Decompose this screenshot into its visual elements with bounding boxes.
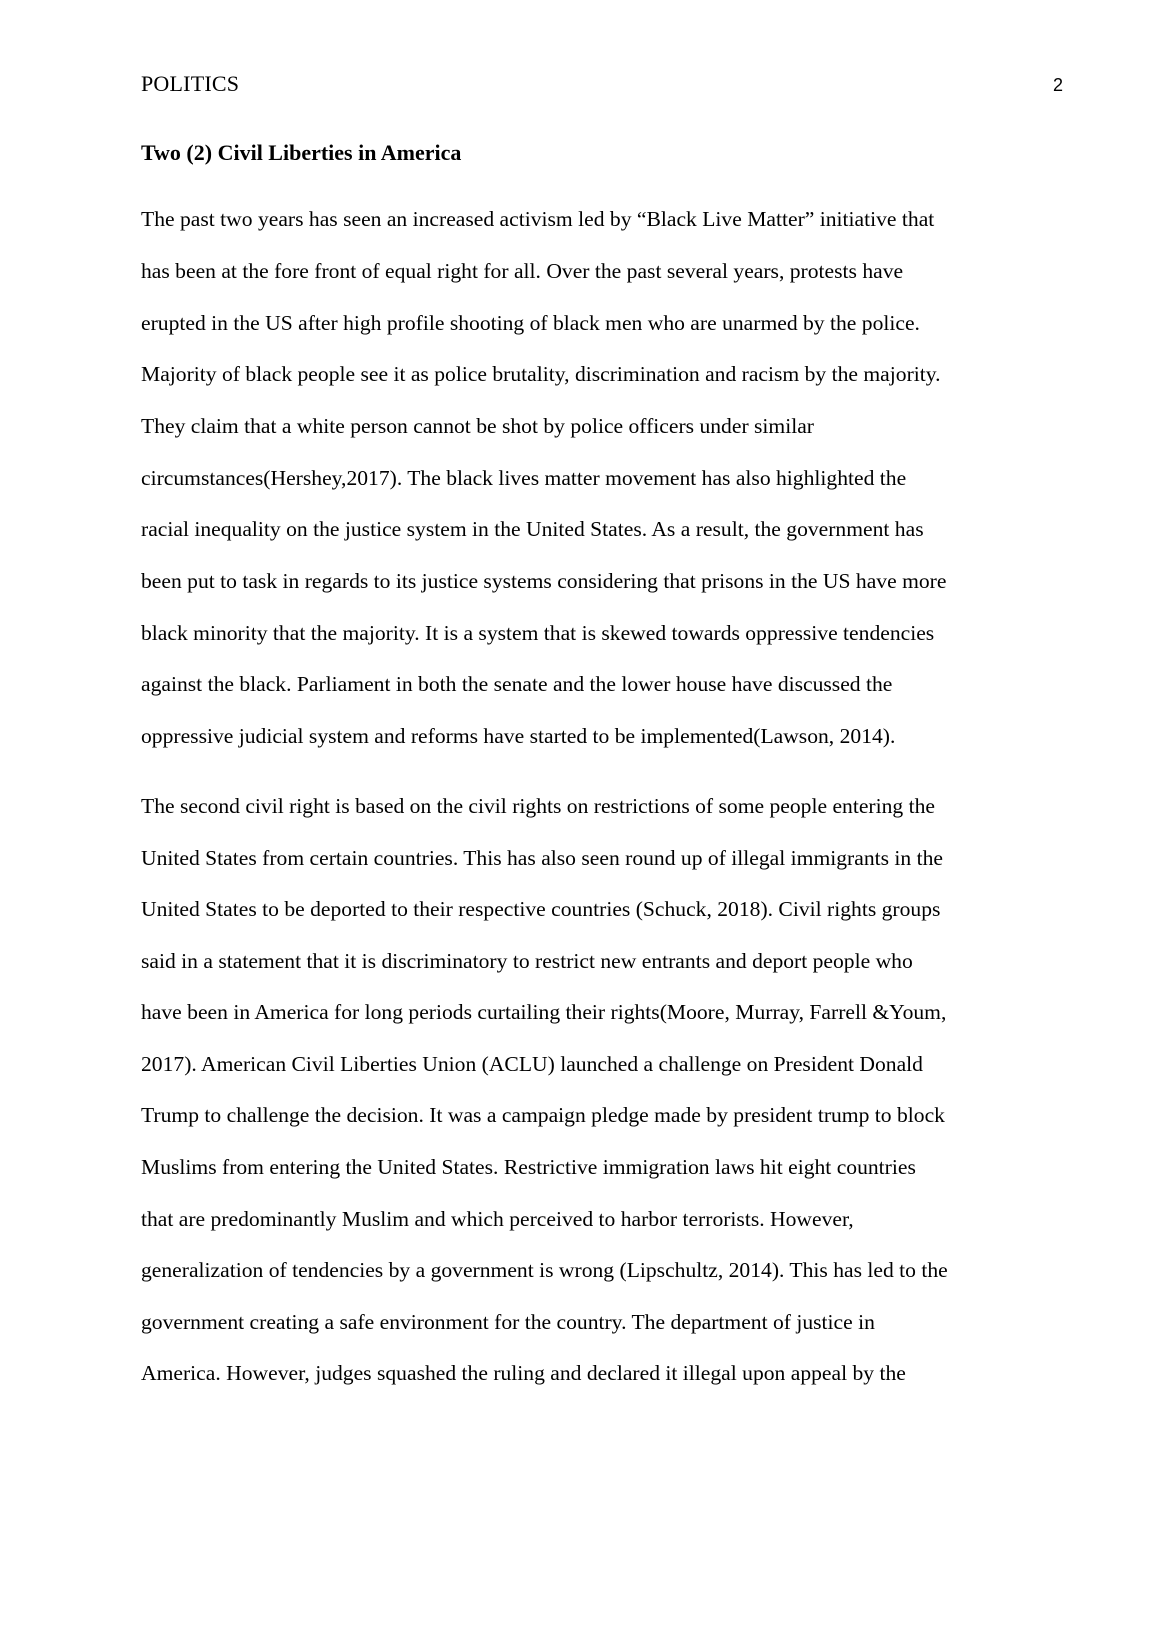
- paragraph-line: against the black. Parliament in both the senate and the lower house have discussed the: [141, 672, 893, 696]
- paragraph-line: generalization of tendencies by a government is wrong (Lipschultz, 2014). This has led to the: [141, 1258, 948, 1282]
- paragraph-line: circumstances(Hershey,2017). The black lives matter movement has also highlighted the: [141, 466, 907, 490]
- paragraph-line: Trump to challenge the decision. It was a campaign pledge made by president trump to block: [141, 1103, 945, 1127]
- paragraph-line: oppressive judicial system and reforms have started to be implemented(Lawson, 2014).: [141, 724, 896, 748]
- paragraph-line: Majority of black people see it as police brutality, discrimination and racism by the majority.: [141, 362, 941, 386]
- paragraph-line: United States to be deported to their respective countries (Schuck, 2018). Civil rights groups: [141, 897, 941, 921]
- paragraph-line: America. However, judges squashed the ruling and declared it illegal upon appeal by the: [141, 1361, 906, 1385]
- running-head: POLITICS: [141, 71, 240, 96]
- paragraph-line: erupted in the US after high profile shooting of black men who are unarmed by the police.: [141, 311, 920, 335]
- page-number: 2: [1052, 75, 1063, 95]
- section-heading: Two (2) Civil Liberties in America: [141, 140, 462, 165]
- paragraph-line: has been at the fore front of equal right for all. Over the past several years, protests have: [141, 259, 904, 283]
- paragraph-line: They claim that a white person cannot be shot by police officers under similar: [141, 414, 815, 438]
- paragraph-line: been put to task in regards to its justice systems considering that prisons in the US have more: [141, 569, 947, 593]
- paragraph-line: The second civil right is based on the civil rights on restrictions of some people entering the: [141, 794, 935, 818]
- paragraph-line: 2017). American Civil Liberties Union (ACLU) launched a challenge on President Donald: [141, 1052, 923, 1076]
- paragraph-line: racial inequality on the justice system in the United States. As a result, the government has: [141, 517, 924, 541]
- paragraph-line: government creating a safe environment for the country. The department of justice in: [141, 1310, 875, 1334]
- paragraph-line: United States from certain countries. This has also seen round up of illegal immigrants in the: [141, 846, 943, 870]
- paragraph-line: The past two years has seen an increased activism led by “Black Live Matter” initiative that: [141, 207, 935, 231]
- paragraph-line: black minority that the majority. It is a system that is skewed towards oppressive tendencies: [141, 621, 935, 645]
- paragraph-line: said in a statement that it is discriminatory to restrict new entrants and deport people who: [141, 949, 913, 973]
- paragraph-line: that are predominantly Muslim and which perceived to harbor terrorists. However,: [141, 1207, 854, 1231]
- paragraph-line: have been in America for long periods curtailing their rights(Moore, Murray, Farrell &Youm,: [141, 1000, 947, 1024]
- paragraph-line: Muslims from entering the United States. Restrictive immigration laws hit eight countries: [141, 1155, 916, 1179]
